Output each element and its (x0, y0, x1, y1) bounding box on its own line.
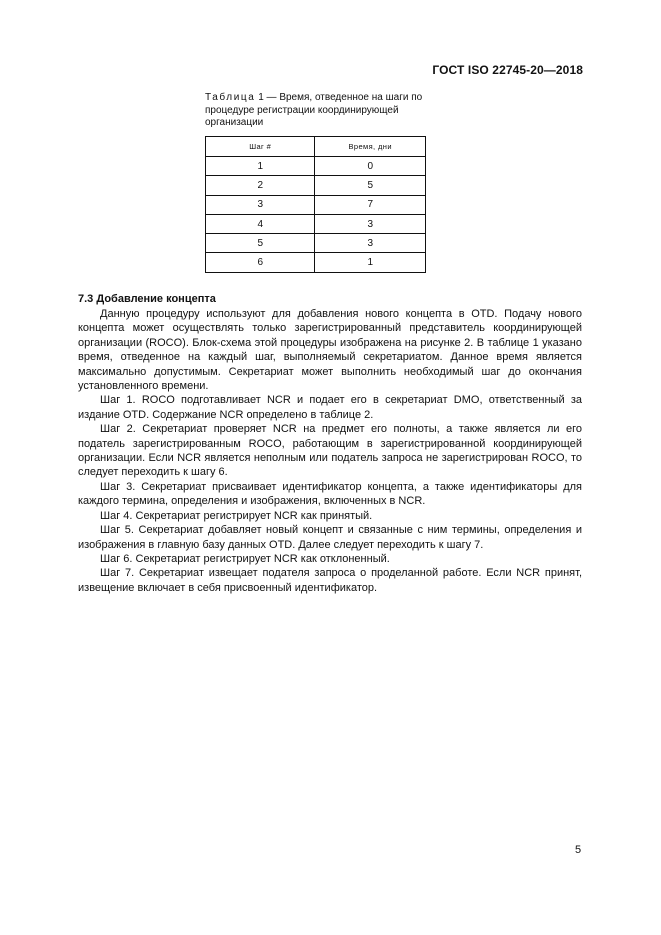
cell-time: 3 (315, 234, 426, 253)
table-row (206, 214, 426, 233)
cell-time: 0 (315, 157, 426, 176)
cell-time: 5 (315, 176, 426, 195)
table-row (206, 253, 426, 272)
paragraph-step-2: Шаг 2. Секретариат проверяет NCR на предмет его полноты, а также является ли его податель зарегистрированным ROCO, работающим в зарегистрированной координирующей организации. Если NCR является неполным или податель запроса не зарегистрирован ROCO, то следует переходить к шагу 6. (78, 423, 582, 479)
cell-step: 3 (206, 195, 315, 214)
paragraph-intro: Данную процедуру используют для добавления нового концепта в OTD. Подачу нового концепта может осуществлять только зарегистрированный представитель координирующей организации (ROCO). Блок-схема этой процедуры изображена на рисунке 2. В таблице 1 указано время, отведенное на каждый шаг, выполняемый секретариатом. Данное время является максимально допустимым. Секретариат может выполнить необходимый шаг до окончания установленного времени. (78, 308, 582, 393)
section-title: 7.3 Добавление концепта (78, 293, 216, 305)
table-caption-text: 1 — Время, отведенное на шаги по процедуре регистрации координирующей организации (205, 92, 423, 128)
table-row (206, 234, 426, 253)
column-header-step: Шаг # (206, 137, 315, 157)
cell-step: 1 (206, 157, 315, 176)
table-row (206, 176, 426, 195)
paragraph-step-7: Шаг 7. Секретариат извещает подателя запроса о проделанной работе. Если NCR принят, извещение включает в себя присвоенный идентификатор. (78, 567, 582, 594)
cell-time: 1 (315, 253, 426, 272)
table-caption-label: Таблица (205, 92, 256, 103)
paragraph-step-4: Шаг 4. Секретариат регистрирует NCR как принятый. (100, 509, 373, 522)
cell-step: 5 (206, 234, 315, 253)
cell-time: 7 (315, 195, 426, 214)
cell-step: 2 (206, 176, 315, 195)
document-code-header: ГОСТ ISO 22745-20—2018 (432, 63, 583, 77)
page-number: 5 (575, 844, 582, 856)
paragraph-step-5: Шаг 5. Секретариат добавляет новый концепт и связанные с ним термины, определения и изображения в главную базу данных OTD. Далее следует переходить к шагу 7. (78, 524, 582, 551)
table-row (206, 195, 426, 214)
table-caption (205, 92, 445, 130)
section-body (78, 307, 582, 595)
cell-time: 3 (315, 214, 426, 233)
cell-step: 6 (206, 253, 315, 272)
column-header-time: Время, дни (315, 137, 426, 157)
table-header-row (206, 137, 426, 157)
paragraph-step-1: Шаг 1. ROCO подготавливает NCR и подает его в секретариат DMO, ответственный за издание OTD. Содержание NCR определено в таблице 2. (78, 394, 582, 421)
paragraph-step-6: Шаг 6. Секретариат регистрирует NCR как отклоненный. (100, 552, 390, 565)
table-row (206, 157, 426, 176)
registration-time-table (205, 136, 426, 273)
cell-step: 4 (206, 214, 315, 233)
paragraph-step-3: Шаг 3. Секретариат присваивает идентификатор концепта, а также идентификаторы для каждого термина, определения и изображения, включенных в NCR. (78, 480, 582, 508)
